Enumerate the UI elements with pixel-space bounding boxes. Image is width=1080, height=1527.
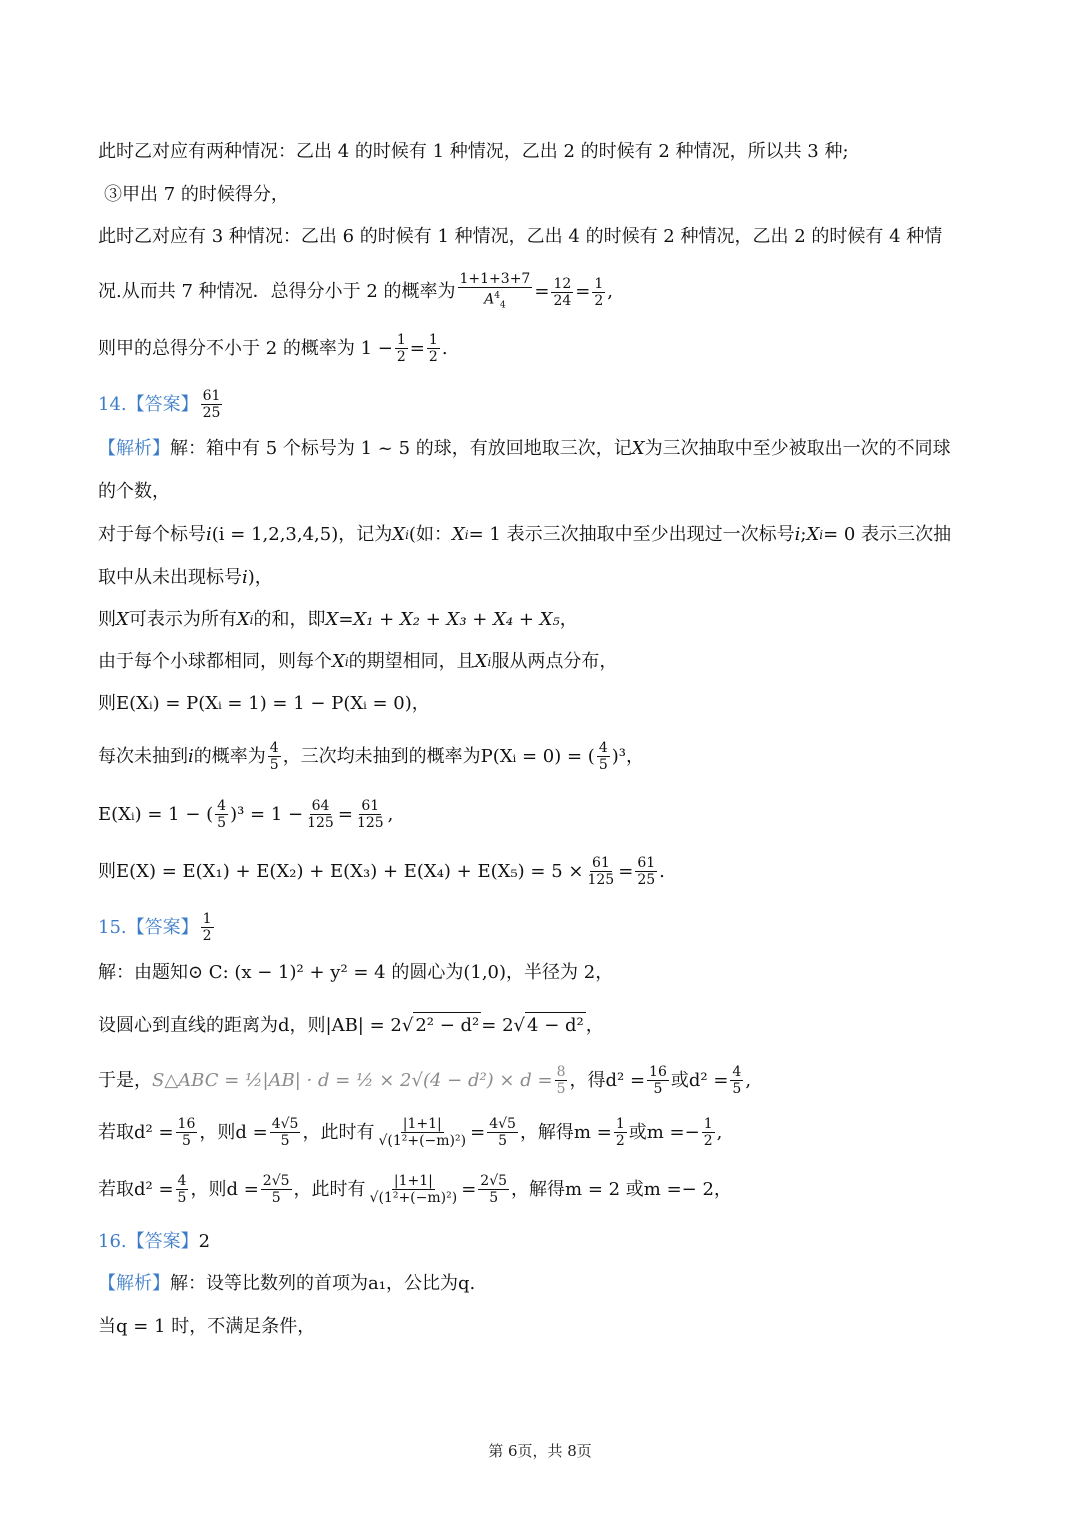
fraction: $\frac{61}{125}$: [587, 855, 615, 888]
line-10: 取中从未出现标号 i )，: [98, 567, 273, 588]
line-16: 则E(X) = E(X₁) + E(X₂) + E(X₃) + E(X₄) + E(X₅) = 5 × $\frac{61}{125}$ = $\frac{61}{25}$ .: [98, 855, 665, 888]
fraction: $\frac{61}{125}$: [356, 798, 384, 831]
fraction: $\frac{4}{5}$: [217, 798, 227, 831]
line-19: 设圆心到直线的距离为d，则|AB| = 2 √ 2² − d² = 2 √ 4 − d² ，: [98, 1012, 604, 1039]
fraction: $\frac{16}{5}$: [177, 1116, 196, 1149]
sqrt: √ 2² − d²: [402, 1012, 481, 1039]
line-9: 对于每个标号 i (i = 1,2,3,4,5)，记为 X i (如： X i = 1 表示三次抽取中至少出现过一次标号 i ; X i = 0 表示三次抽: [98, 524, 952, 545]
line-7: 【解析】 解：箱中有 5 个标号为 1 ~ 5 的球，有放回地取三次，记 X 为三次抽取中至少被取出一次的不同球: [98, 438, 951, 459]
answer-14: 14.【答案】 $\frac{61}{25}$: [98, 388, 221, 421]
fraction: $\frac{64}{125}$: [307, 798, 334, 831]
fraction: $\frac{61}{25}$: [202, 388, 221, 421]
fraction: $\frac{12}{24}$: [553, 275, 572, 309]
fraction: $\frac{1}{2}$: [428, 332, 438, 365]
line-24: 【解析】 解：设等比数列的首项为a₁，公比为q.: [98, 1273, 476, 1294]
fraction: $\frac{|1+1|}{\text{√(1²+(−m)²)}}$: [369, 1173, 458, 1206]
answer-16: 16.【答案】 2: [98, 1231, 211, 1252]
fraction: $\frac{4√5}{5}$: [489, 1116, 516, 1149]
line-1: 此时乙对应有两种情况：乙出 4 的时候有 1 种情况，乙出 2 的时候有 2 种情况，所以共 3 种;: [98, 141, 849, 162]
line-5: 则甲的总得分不小于 2 的概率为 1 − $\frac{1}{2}$ = $\frac{1}{2}$ .: [98, 332, 448, 365]
line-21: 若取d² = $\frac{16}{5}$ ，则d = $\frac{4√5}{5}$ ，此时有 $\frac{|1+1|}{\text{√(1²+(−m)²)}}$ = $\frac{4√5}{5}$ ，解得m = $\frac{1}{2}$ 或m =− $\frac{1}{2}$ ,: [98, 1116, 723, 1149]
line-25: 当q = 1 时，不满足条件，: [98, 1316, 316, 1337]
fraction: $\frac{4}{5}$: [732, 1064, 742, 1097]
line-22: 若取d² = $\frac{4}{5}$ ，则d = $\frac{2√5}{5}$ ，此时有 $\frac{|1+1|}{\text{√(1²+(−m)²)}}$ = $\frac{2√5}{5}$ ，解得m = 2 或m =− 2，: [98, 1173, 732, 1206]
fraction: $\frac{2√5}{5}$: [262, 1173, 290, 1206]
line-15: E(Xᵢ) = 1 − ( $\frac{4}{5}$ )³ = 1 − $\frac{64}{125}$ = $\frac{61}{125}$ ,: [98, 798, 394, 831]
fraction: $\frac{4√5}{5}$: [271, 1116, 299, 1149]
fraction: $\frac{1}{2}$: [615, 1116, 625, 1149]
page-footer: 第 6页，共 8页: [488, 1442, 592, 1460]
line-13: 则E(Xᵢ) = P(Xᵢ = 1) = 1 − P(Xᵢ = 0)，: [98, 693, 430, 714]
fraction: $\frac{2√5}{5}$: [480, 1173, 508, 1206]
fraction: $\frac{|1+1|}{\text{√(1²+(−m)²)}}$: [378, 1116, 467, 1149]
fraction: $\frac{4}{5}$: [269, 740, 279, 773]
line-14: 每次未抽到 i 的概率为 $\frac{4}{5}$ ，三次均未抽到的概率为P(Xᵢ = 0) = ( $\frac{4}{5}$ )³，: [98, 740, 644, 773]
answer-15: 15.【答案】 $\frac{1}{2}$: [98, 911, 212, 944]
fraction: $\frac{1}{2}$: [396, 332, 406, 365]
line-18: 解：由题知⊙ C: (x − 1)² + y² = 4 的圆心为(1,0)，半径为 2，: [98, 962, 614, 983]
fraction: $\frac{1+1+3+7}{A^4_4}$: [459, 271, 531, 311]
fraction: $\frac{1}{2}$: [202, 911, 212, 944]
line-12: 由于每个小球都相同，则每个 X i 的期望相同，且 X i 服从两点分布，: [98, 651, 618, 672]
fraction: $\frac{4}{5}$: [177, 1173, 187, 1206]
line-2: ③甲出 7 的时候得分，: [104, 184, 289, 205]
fraction: $\frac{1}{2}$: [703, 1116, 713, 1149]
sqrt: √ 4 − d²: [514, 1012, 586, 1039]
line-3: 此时乙对应有 3 种情况：乙出 6 的时候有 1 种情况，乙出 4 的时候有 2 种情况，乙出 2 的时候有 4 种情: [98, 226, 943, 247]
line-4: 况.从而共 7 种情况．总得分小于 2 的概率为 $\frac{1+1+3+7}{A^4_4}$ = $\frac{12}{24}$ = $\frac{1}{2}$ ,: [98, 271, 613, 313]
fraction: $\frac{1}{2}$: [594, 275, 604, 309]
fraction: $\frac{4}{5}$: [598, 740, 608, 773]
line-11: 则 X 可表示为所有 X i 的和，即 X = X₁ + X₂ + X₃ + X₄ + X₅ ，: [98, 609, 578, 630]
fraction: $\frac{8}{5}$: [556, 1064, 566, 1097]
fraction: $\frac{16}{5}$: [649, 1064, 667, 1097]
fraction: $\frac{61}{25}$: [637, 855, 656, 888]
line-8: 的个数，: [98, 481, 170, 502]
line-20: 于是， S△ABC = ½|AB| · d = ½ × 2√(4 − d²) × d = $\frac{8}{5}$ ，得d² = $\frac{16}{5}$ 或d² = $\frac{4}{5}$ ,: [98, 1064, 752, 1097]
